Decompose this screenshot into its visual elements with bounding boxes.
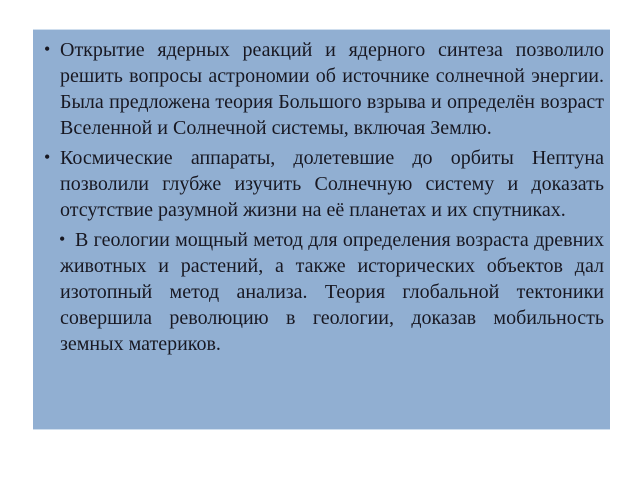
bullet-item-geology	[33, 227, 604, 357]
text-panel	[33, 29, 610, 430]
bullet-item-spacecraft	[33, 145, 604, 223]
bullet-text: Открытие ядерных реакций и ядерного синтеза позволило решить вопросы астрономии об источнике солнечной энергии. Была предложена теория Большого взрыва и определён возраст Вселенной и Солнечной системы, включая Землю.	[60, 39, 604, 139]
bullet-marker-icon: •	[59, 229, 66, 249]
bullet-text: В геологии мощный метод для определения возраста древних животных и растений, а также исторических объектов дал изотопный метод анализа. Теория глобальной тектоники совершила революцию в геологии, доказав мобильность земных материков.	[60, 229, 604, 355]
bullet-item-nuclear-reactions	[33, 37, 604, 141]
bullet-list	[33, 30, 610, 357]
bullet-marker-icon: •	[44, 39, 51, 59]
bullet-text: Космические аппараты, долетевшие до орбиты Нептуна позволили глубже изучить Солнечную систему и доказать отсутствие разумной жизни на её планетах и их спутниках.	[60, 147, 604, 221]
bullet-marker-icon: •	[44, 147, 51, 167]
